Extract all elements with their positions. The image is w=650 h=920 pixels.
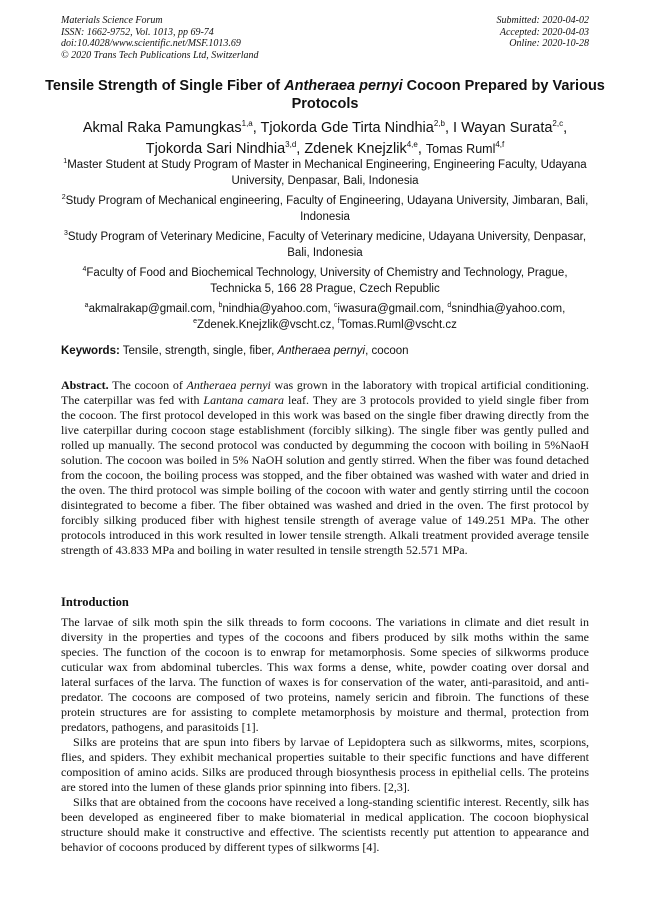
email: $^c$iwasura@gmail.com, [333,302,448,315]
affiliation: $^3$Study Program of Veterinary Medicine, Faculty of Veterinary medicine, Udayana University, Denpasar, Bali, Indonesia [63,230,587,259]
author: Zdenek Knejzlik$^{4,e}$, [304,140,426,157]
author: Tomas Ruml$^{4,f}$ [425,140,505,156]
paragraph: Silks that are obtained from the cocoons have received a long-standing scientific interest. Recently, silk has been developed as engineered fiber to make biomaterial in medical application. The cocoon biophysical structure should make it constructive and effective. The scientists recently put attention to appearance and behavior of cocoons produced by different types of silkworms [4]. [61,795,589,854]
author: I Wayan Surata$^{2,c}$, [453,119,568,136]
author: Tjokorda Gde Tirta Nindhia$^{2,b}$, [260,119,454,136]
email: $^a$akmalrakap@gmail.com, [84,302,219,315]
introduction-body [61,615,589,855]
paragraph: Silks are proteins that are spun into fibers by larvae of Lepidoptera such as silkworms, mites, scorpions, flies, and spiders. They exhibit mechanical properties suitable to their specific functions and have different composition of amino acids. Silks are produced through biosynthesis process in epithelial cells. The proteins are stored into the lumen of these glands prior spinning into fibers. [2,3]. [61,735,589,794]
email: $^d$snindhia@yahoo.com, [447,302,566,315]
affiliation: $^4$Faculty of Food and Biochemical Technology, University of Chemistry and Technology, Prague, Technicka 5, 166 28 Prague, Czech Republic [82,266,568,295]
affiliations [60,158,590,338]
journal-issn: ISSN: 1662-9752, Vol. 1013, pp 69-74 [61,26,214,38]
accepted-date: Accepted: 2020-04-03 [499,26,589,38]
paragraph: The larvae of silk moth spin the silk threads to form cocoons. The variations in climate and diet result in diversity in the properties and types of the cocoons and fibers produced by silk moths within the same species. The function of the cocoon is to enwrap for metamorphosis. Some species of silkworms produce cuticular wax from abdominal tubercles. This wax forms a dense, white, powder coating over dorsal and lateral surfaces of the larva. The function of waxes is for conservation of the water, anti-parasitoid, and anti-predator. The cocoons are composed of two proteins, namely sericin and fibroin. The functions of these protein structures are for assisting to complete metamorphosis by moisture and thermal, protection from predators, pathogens, and parasitoids [1]. [61,615,589,734]
abstract: Abstract. The cocoon of Antheraea pernyi was grown in the laboratory with tropical artificial conditioning. The caterpillar was fed with Lantana camara leaf. They are 3 protocols provided to yield single fiber from the cocoon. The first protocol developed in this work was based on the single fiber drawing directly from the live caterpillar during cocoon stage establishment (forcibly silking). The single fiber was gently pulled and rolled up manually. The second protocol was conducted by degumming the cocoon with boiling in 5%NaoH solution. The cocoon was boiled in 5% NaOH solution and gently stirred. When the fiber was found detached from the cocoon, the boiling process was stopped, and the fiber obtained was washed with water and dried in the oven. The third protocol was simple boiling of the cocoon with water and gently stirring until the cocoon disintegrated to become a fiber. The fiber obtained was washed and dried in the oven. The first protocol by forcibly silking produced fiber with highest tensile strength of average value of 149.251 MPa. The other protocols introduced in this work resulted in lower tensile strength. Alkali treatment provided average tensile strength of 43.833 MPa and boiling in water resulted in tensile strength 52.571 MPa. [61,378,590,557]
abstract-label: Abstract. [61,378,109,392]
author-list [30,118,620,160]
publication-dates [497,15,590,50]
author: Akmal Raka Pamungkas$^{1,a}$, [82,119,261,136]
section-heading: Introduction [61,595,129,609]
keywords-label: Keywords: [61,345,120,357]
keywords: Keywords: Tensile, strength, single, fiber, Antheraea pernyi, cocoon [61,345,409,357]
title-species: Antheraea pernyi [284,78,403,94]
paper-title: Tensile Strength of Single Fiber of Antheraea pernyi Cocoon Prepared by Various Protocols [45,78,605,112]
author-emails [60,302,590,333]
journal-doi: doi:10.4028/www.scientific.net/MSF.1013.69 [61,38,241,49]
submitted-date: Submitted: 2020-04-02 [496,15,589,26]
affiliation: $^2$Study Program of Mechanical engineering, Faculty of Engineering, Udayana University, Jimbaran, Bali, Indonesia [61,194,589,223]
affiliation: $^1$Master Student at Study Program of Master in Mechanical Engineering, Engineering Faculty, Udayana University, Denpasar, Bali, Indonesia [63,158,587,187]
journal-info [61,15,259,61]
journal-copyright: © 2020 Trans Tech Publications Ltd, Switzerland [61,49,259,61]
email: $^b$nindhia@yahoo.com, [218,302,334,315]
journal-name: Materials Science Forum [61,15,163,26]
email: $^e$Zdenek.Knejzlik@vscht.cz, [193,317,338,331]
online-date: Online: 2020-10-28 [509,38,589,49]
email: $^f$Tomas.Ruml@vscht.cz [337,317,457,331]
author: Tjokorda Sari Nindhia$^{3,d}$, [145,140,305,157]
